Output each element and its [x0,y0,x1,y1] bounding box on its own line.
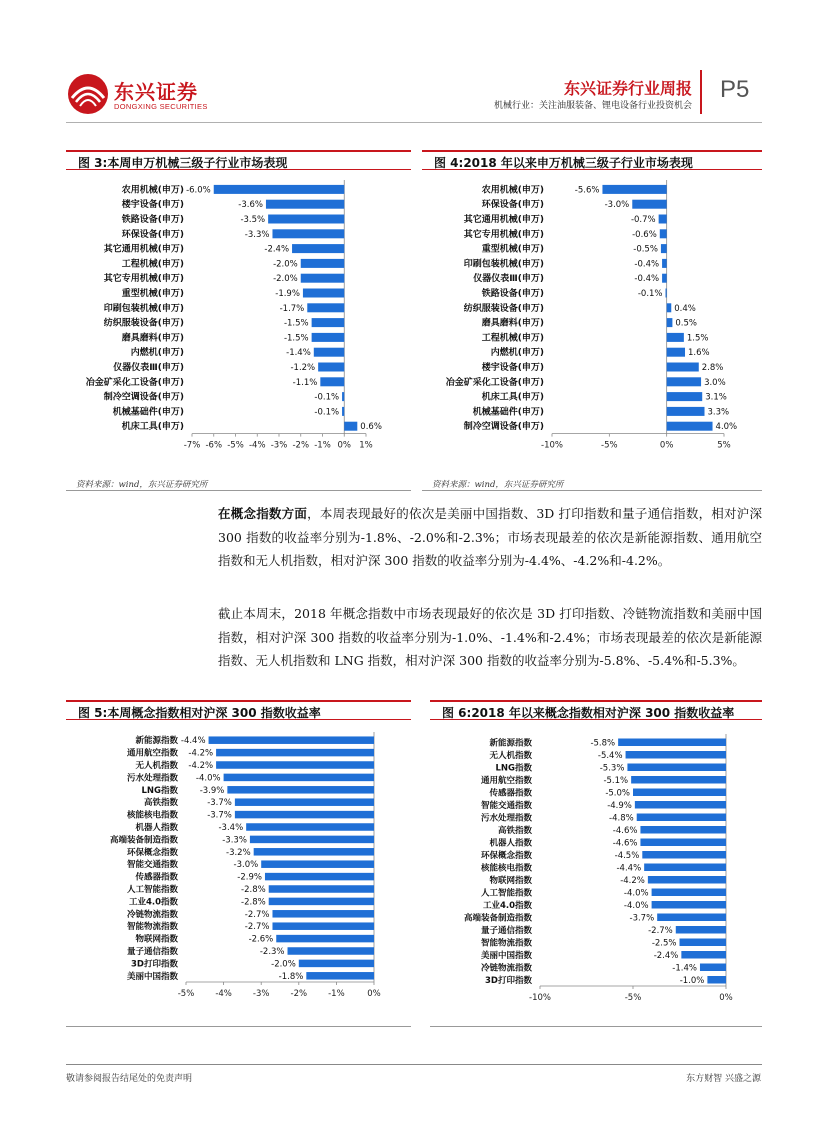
category-label: 其它通用机械(申万) [103,244,184,255]
data-label: -4.2% [188,761,214,771]
category-label: 铁路设备(申万) [121,215,184,225]
paragraph-concept-ytd [218,602,762,673]
bar [269,885,374,893]
data-label: 3.1% [705,392,727,403]
x-tick-label: 5% [717,440,731,451]
bar [272,922,374,930]
data-label: -4.8% [609,813,634,824]
data-label: -2.7% [648,925,673,936]
bar [307,303,344,312]
category-label: 高端装备制造指数 [463,913,532,924]
x-tick-label: -10% [529,993,551,1003]
bar [266,200,344,209]
bar [667,407,705,416]
bar [618,739,726,747]
bar [276,935,374,943]
figure-4-source: 资料来源：wind，东兴证券研究所 [432,480,564,490]
bar [342,407,344,416]
bar [631,776,726,784]
bar [265,873,374,881]
x-tick-label: 0% [719,993,733,1003]
bar [250,836,374,844]
category-label: 工业4.0指数 [128,897,178,908]
bar [662,259,667,268]
data-label: -1.5% [283,318,309,329]
data-label: -2.0% [273,274,298,285]
category-label: 传感器指数 [489,788,532,799]
bar [642,851,726,859]
header-rule [66,122,762,123]
category-label: 量子通信指数 [480,925,532,936]
bar [320,377,344,386]
category-label: 冶金矿采化工设备(申万) [445,377,544,388]
bar [306,972,374,980]
data-label: -2.8% [241,897,266,908]
category-label: 农用机械(申万) [121,185,184,196]
bar [209,736,374,744]
x-tick-label: 0% [367,989,381,999]
x-tick-label: -3% [252,989,270,999]
bar [644,864,726,872]
bar [299,960,374,968]
category-label: 冶金矿采化工设备(申万) [85,377,184,388]
data-label: -2.6% [248,934,274,945]
category-label: 智能物流指数 [126,922,178,933]
data-label: -6.0% [186,185,211,196]
bar [292,244,344,253]
figure-3-bottom-rule [66,490,411,491]
x-tick-label: 0% [337,440,351,451]
category-label: 楼宇设备(申万) [121,200,184,211]
bar [272,229,344,238]
data-label: 0.4% [674,303,696,314]
category-label: 量子通信指数 [126,947,178,957]
data-label: 4.0% [715,422,738,433]
figure-5 [66,700,411,1028]
category-label: 内燃机(申万) [490,348,544,359]
figure-4-bottom-rule [422,490,762,491]
data-label: -3.2% [226,847,251,858]
category-label: 工程机械(申万) [121,259,184,270]
bar [659,215,667,224]
bar [235,811,374,819]
bar [648,876,726,884]
figure-4-title: 图 4:2018 年以来申万机械三级子行业市场表现 [422,150,762,170]
bar [269,898,374,906]
data-label: -2.4% [264,244,290,255]
data-label: -4.0% [623,888,649,899]
data-label: -4.4% [616,863,642,874]
report-subtitle: 机械行业：关注油服装备、锂电设备行业投资机会 [493,101,692,111]
bar [246,823,374,831]
x-tick-label: -1% [328,989,345,999]
bar [661,244,667,253]
category-label: 其它专用机械(申万) [103,274,184,285]
bar [254,848,374,856]
figure-3-source: 资料来源：wind，东兴证券研究所 [76,480,208,490]
category-label: 重型机械(申万) [481,244,544,255]
bar [667,348,685,357]
bar [667,303,672,312]
bar [633,789,726,797]
bar [676,926,726,934]
paragraph-lead: 在概念指数方面 [218,506,308,521]
category-label: 印刷包装机械(申万) [463,259,544,270]
data-label: -5.3% [599,763,625,774]
figure-3-title: 图 3:本周申万机械三级子行业市场表现 [66,150,411,170]
category-label: 纺织服装设备(申万) [463,303,544,314]
bar [652,889,726,897]
category-label: 美丽中国指数 [126,971,178,982]
bar [261,860,374,868]
figure-3-chart [66,174,411,460]
category-label: 核能核电指数 [480,863,532,874]
figure-5-bottom-rule [66,1026,411,1027]
data-label: -4.5% [614,850,640,861]
figure-5-title: 图 5:本周概念指数相对沪深 300 指数收益率 [66,700,411,720]
data-label: -0.1% [314,407,340,418]
category-label: 通用航空指数 [126,748,178,759]
category-label: LNG指数 [495,763,532,774]
bar [667,377,701,386]
bar [235,798,374,806]
category-label: 智能物流指数 [480,938,532,949]
bar [312,318,345,327]
category-label: 重型机械(申万) [121,289,184,299]
x-tick-label: -5% [601,440,618,451]
bar [632,200,666,209]
data-label: -5.1% [603,775,629,786]
category-label: 机器人指数 [489,838,532,849]
x-tick-label: 0% [659,440,674,451]
category-label: 环保概念指数 [480,850,532,861]
data-label: -0.4% [634,274,660,285]
data-label: 3.3% [707,407,730,418]
figure-6 [430,700,762,1028]
bar [666,289,667,298]
x-tick-label: -2% [290,989,308,999]
category-label: 机床工具(申万) [121,422,184,433]
category-label: 物联网指数 [489,875,532,886]
bar [657,914,726,922]
data-label: -0.7% [630,215,656,225]
logo-cn-text: 东兴证券 [114,80,198,104]
data-label: -5.8% [590,738,616,749]
bar [626,751,726,759]
data-label: -3.0% [604,200,630,211]
category-label: 人工智能指数 [480,888,532,899]
header-divider [700,70,702,114]
category-label: 传感器指数 [135,872,178,883]
data-label: -2.5% [651,938,677,949]
dongxing-logo-icon [66,72,110,116]
bar [227,786,374,794]
figure-4 [422,150,762,490]
category-label: 磨具磨料(申万) [121,333,184,344]
data-label: -3.7% [629,913,655,924]
bar [303,289,344,298]
data-label: -3.5% [240,215,266,225]
bar [652,901,726,909]
data-label: -2.7% [244,922,270,933]
company-logo [66,72,216,116]
data-label: -3.6% [238,200,263,211]
bar [681,951,726,959]
figure-3 [66,150,411,490]
bar [627,764,726,772]
data-label: -0.1% [637,289,663,299]
data-label: -0.4% [634,259,660,270]
category-label: 印刷包装机械(申万) [103,303,184,314]
category-label: 农用机械(申万) [481,185,544,196]
x-tick-label: -3% [270,440,288,451]
data-label: -2.0% [273,259,298,270]
footer-disclaimer: 敬请参阅报告结尾处的免责声明 [66,1074,193,1084]
category-label: 高铁指数 [497,825,532,836]
bar [224,774,374,782]
figure-6-title: 图 6:2018 年以来概念指数相对沪深 300 指数收益率 [430,700,762,720]
bar [660,229,667,238]
data-label: -1.1% [292,377,318,388]
x-tick-label: -2% [292,440,310,451]
bar [312,333,345,342]
category-label: 工程机械(申万) [481,333,544,344]
data-label: -4.6% [612,825,638,836]
category-label: 仪器仪表Ⅲ(申万) [113,363,184,373]
data-label: 1.6% [688,348,710,359]
data-label: -1.7% [279,303,305,314]
data-label: -3.4% [218,823,244,833]
category-label: 冷链物流指数 [480,963,532,974]
data-label: -2.0% [271,959,296,970]
category-label: 仪器仪表Ⅲ(申万) [473,274,544,285]
data-label: -3.9% [199,785,225,796]
bar [662,274,667,283]
data-label: -3.7% [207,810,232,821]
report-title: 东兴证券行业周报 [563,79,692,98]
bar [635,801,726,809]
category-label: 智能交通指数 [126,860,178,871]
data-label: -0.5% [633,244,658,255]
category-label: 环保概念指数 [126,847,178,858]
figure-4-chart [422,174,762,460]
bar [288,947,374,955]
category-label: LNG指数 [141,785,178,796]
paragraph-1-text: ，本周表现最好的依次是美丽中国指数、3D 打印指数和量子通信指数，相对沪深 300 指数的收益率分别为-1.8%、-2.0%和-2.3%；市场表现最差的依次是新能源指数、通用航空指数和无人机指数，相对沪深 300 指数的收益率分别为-4.4%、-4.2%和-4.2%。 [218,506,762,568]
bar [344,422,357,431]
data-label: -5.0% [605,788,630,799]
category-label: 无人机指数 [489,750,532,761]
bar [667,363,699,372]
bar [301,274,345,283]
data-label: -4.2% [620,875,645,886]
category-label: 环保设备(申万) [121,229,184,240]
data-label: -1.0% [679,975,705,986]
figure-5-chart [66,724,411,1024]
bar [640,826,726,834]
category-label: 磨具磨料(申万) [481,318,544,329]
x-tick-label: -1% [314,440,331,451]
bar [214,185,345,194]
x-tick-label: -5% [624,993,642,1003]
x-tick-label: -5% [177,989,195,999]
data-label: 1.5% [686,333,709,344]
data-label: -1.9% [275,289,300,299]
figure-6-bottom-rule [430,1026,762,1027]
bar [318,363,344,372]
data-label: -3.3% [222,835,247,846]
category-label: 高端装备制造指数 [109,835,178,846]
bar [216,749,374,757]
category-label: 纺织服装设备(申万) [103,318,184,329]
category-label: 机械基础件(申万) [472,407,544,418]
data-label: -2.8% [241,885,266,895]
figure-6-chart [430,724,762,1024]
x-tick-label: 1% [359,440,373,451]
category-label: 其它专用机械(申万) [463,229,544,240]
data-label: 0.6% [360,422,382,433]
bar [707,976,726,984]
bar [637,814,726,822]
data-label: 2.8% [701,363,724,373]
data-label: -1.2% [290,363,316,373]
category-label: 无人机指数 [135,761,178,771]
category-label: 环保设备(申万) [481,200,544,211]
category-label: 核能核电指数 [126,810,178,821]
bar [314,348,344,357]
data-label: -3.3% [244,229,270,240]
data-label: -4.2% [188,748,214,759]
data-label: -2.9% [237,872,262,883]
data-label: -1.4% [286,348,311,359]
bar [680,939,727,947]
category-label: 楼宇设备(申万) [481,363,544,373]
data-label: -2.7% [244,909,270,920]
data-label: 0.5% [675,318,698,329]
bar [640,839,726,847]
category-label: 美丽中国指数 [480,950,532,961]
category-label: 3D打印指数 [131,959,178,970]
data-label: -3.7% [207,798,232,809]
bar [667,422,713,431]
page-number: P5 [720,76,750,103]
bar [301,259,345,268]
category-label: 机械基础件(申万) [112,407,184,418]
data-label: -4.4% [180,736,206,747]
data-label: -2.4% [653,950,679,961]
category-label: 智能交通指数 [480,800,532,811]
data-label: -4.0% [195,773,221,784]
data-label: -5.6% [574,185,600,196]
bar [272,910,374,918]
data-label: -4.6% [612,838,638,849]
data-label: -1.8% [278,971,304,982]
bar [342,392,344,401]
data-label: -0.6% [632,229,657,240]
category-label: 3D打印指数 [485,975,532,986]
footer-rule [66,1064,762,1065]
bar [667,392,703,401]
data-label: -0.1% [314,392,340,403]
category-label: 工业4.0指数 [482,900,532,911]
x-tick-label: -7% [183,440,201,451]
footer-slogan: 东方财智 兴盛之源 [686,1074,761,1084]
bar [667,333,684,342]
category-label: 新能源指数 [135,736,178,747]
x-tick-label: -10% [541,440,563,451]
data-label: -4.9% [607,800,632,811]
data-label: -3.0% [233,860,259,871]
category-label: 内燃机(申万) [130,348,184,359]
category-label: 制冷空调设备(申万) [463,422,544,433]
category-label: 制冷空调设备(申万) [103,392,184,403]
bar [602,185,666,194]
logo-en-text: DONGXING SECURITIES [114,102,208,111]
category-label: 物联网指数 [135,934,178,945]
x-tick-label: -5% [227,440,244,451]
category-label: 铁路设备(申万) [481,289,544,299]
x-tick-label: -4% [215,989,232,999]
data-label: -1.4% [672,963,697,974]
data-label: -2.3% [259,947,285,957]
category-label: 机器人指数 [135,823,178,833]
bar [216,761,374,769]
data-label: -4.0% [623,900,649,911]
category-label: 人工智能指数 [126,885,178,895]
category-label: 高铁指数 [143,798,178,809]
data-label: 3.0% [704,377,726,388]
x-tick-label: -6% [205,440,223,451]
category-label: 污水处理指数 [480,813,532,824]
paragraph-2-text: 截止本周末，2018 年概念指数中市场表现最好的依次是 3D 打印指数、冷链物流指数和美丽中国指数，相对沪深 300 指数的收益率分别为-1.0%、-1.4%和-2.4%；市场表现最差的依次是新能源指数、无人机指数和 LNG 指数，相对沪深 300 指数的收益率分别为-5.8%、-5.4%和-5.3%。 [218,606,762,668]
category-label: 机床工具(申万) [481,392,544,403]
x-tick-label: -4% [248,440,266,451]
category-label: 新能源指数 [489,738,532,749]
category-label: 通用航空指数 [480,775,532,786]
data-label: -5.4% [597,750,623,761]
category-label: 其它通用机械(申万) [463,215,544,225]
bar [268,215,344,224]
category-label: 污水处理指数 [126,773,178,784]
data-label: -1.5% [283,333,309,344]
bar [700,964,726,972]
bar [667,318,673,327]
category-label: 冷链物流指数 [126,909,178,920]
paragraph-concept-weekly [218,502,762,573]
